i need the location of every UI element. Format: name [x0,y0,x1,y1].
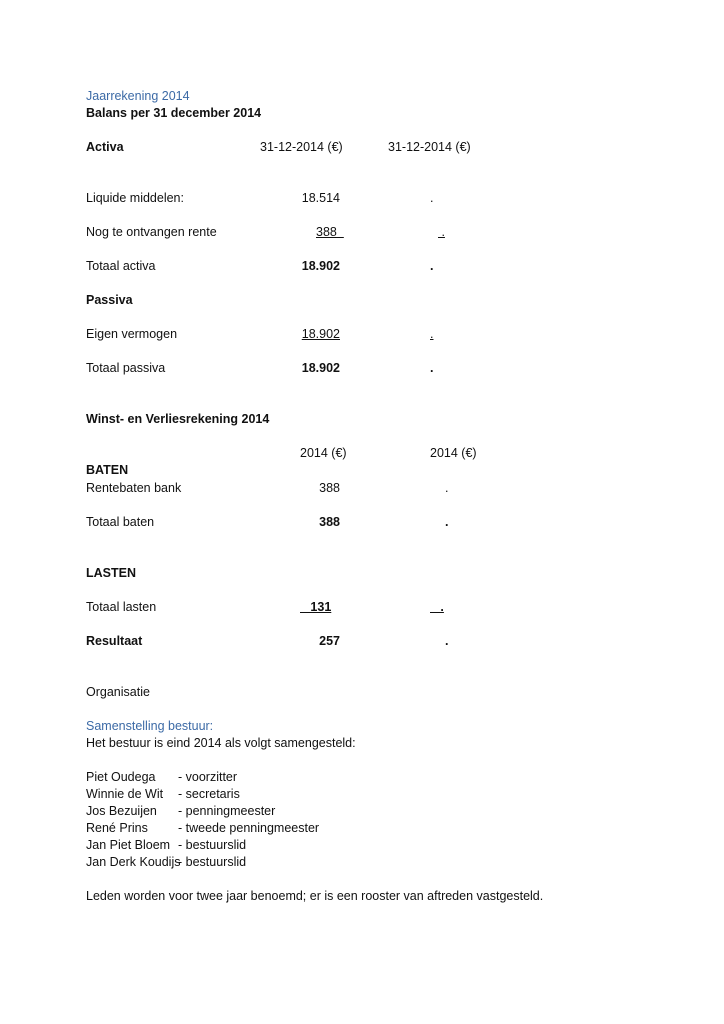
board-footer-note: Leden worden voor twee jaar benoemd; er is een rooster van aftreden vastgesteld. [86,889,544,903]
column-header-1: 31-12-2014 (€) [260,140,343,154]
row-label: Resultaat [86,634,143,648]
row-value-1: 257 [319,634,340,648]
row-value-2: . [430,600,444,614]
row-value-2: . [430,361,434,375]
row-value-1: 131 [300,600,332,614]
member-role: - bestuurslid [178,838,247,852]
column-header-2: 31-12-2014 (€) [388,140,471,154]
member-name: René Prins [86,821,148,835]
row-value-1: 388 [319,481,340,495]
lasten-label: LASTEN [86,566,136,580]
row-label: Totaal passiva [86,361,166,375]
row-value-1: 388 [319,515,340,529]
member-role: - voorzitter [178,770,238,784]
income-statement-heading: Winst- en Verliesrekening 2014 [86,412,270,426]
row-value-1: 18.902 [301,259,340,273]
row-value-1: 18.514 [301,191,340,205]
row-value-2: . [445,515,449,529]
organisatie-label: Organisatie [86,685,150,699]
row-value-1: 388 [316,225,344,239]
column-header-2: 2014 (€) [430,446,477,460]
row-value-1: 18.902 [301,361,340,375]
row-label: Totaal activa [86,259,156,273]
row-value-2: . [438,225,445,239]
member-role: - tweede penningmeester [178,821,320,835]
row-value-1: 18.902 [301,327,340,341]
column-header-1: 2014 (€) [300,446,347,460]
document-title: Jaarrekening 2014 [86,89,190,103]
row-label: Totaal lasten [86,600,157,614]
row-label: Totaal baten [86,515,155,529]
member-name: Jan Derk Koudijs [86,855,181,869]
row-value-2: . [430,327,434,341]
passiva-label: Passiva [86,293,133,307]
member-name: Jos Bezuijen [86,804,157,818]
row-value-2: . [445,481,449,495]
activa-label: Activa [86,140,124,154]
row-value-2: . [445,634,449,648]
member-role: - secretaris [178,787,240,801]
member-name: Winnie de Wit [86,787,164,801]
baten-label: BATEN [86,463,129,477]
member-name: Jan Piet Bloem [86,838,171,852]
row-value-2: . [430,259,434,273]
row-label: Nog te ontvangen rente [86,225,217,239]
row-value-2: . [430,191,434,205]
board-intro: Het bestuur is eind 2014 als volgt samengesteld: [86,736,356,750]
member-role: - bestuurslid [178,855,247,869]
row-label: Rentebaten bank [86,481,182,495]
row-label: Liquide middelen: [86,191,184,205]
board-heading: Samenstelling bestuur: [86,719,214,733]
member-name: Piet Oudega [86,770,156,784]
row-label: Eigen vermogen [86,327,178,341]
member-role: - penningmeester [178,804,276,818]
balance-sheet-heading: Balans per 31 december 2014 [86,106,262,120]
